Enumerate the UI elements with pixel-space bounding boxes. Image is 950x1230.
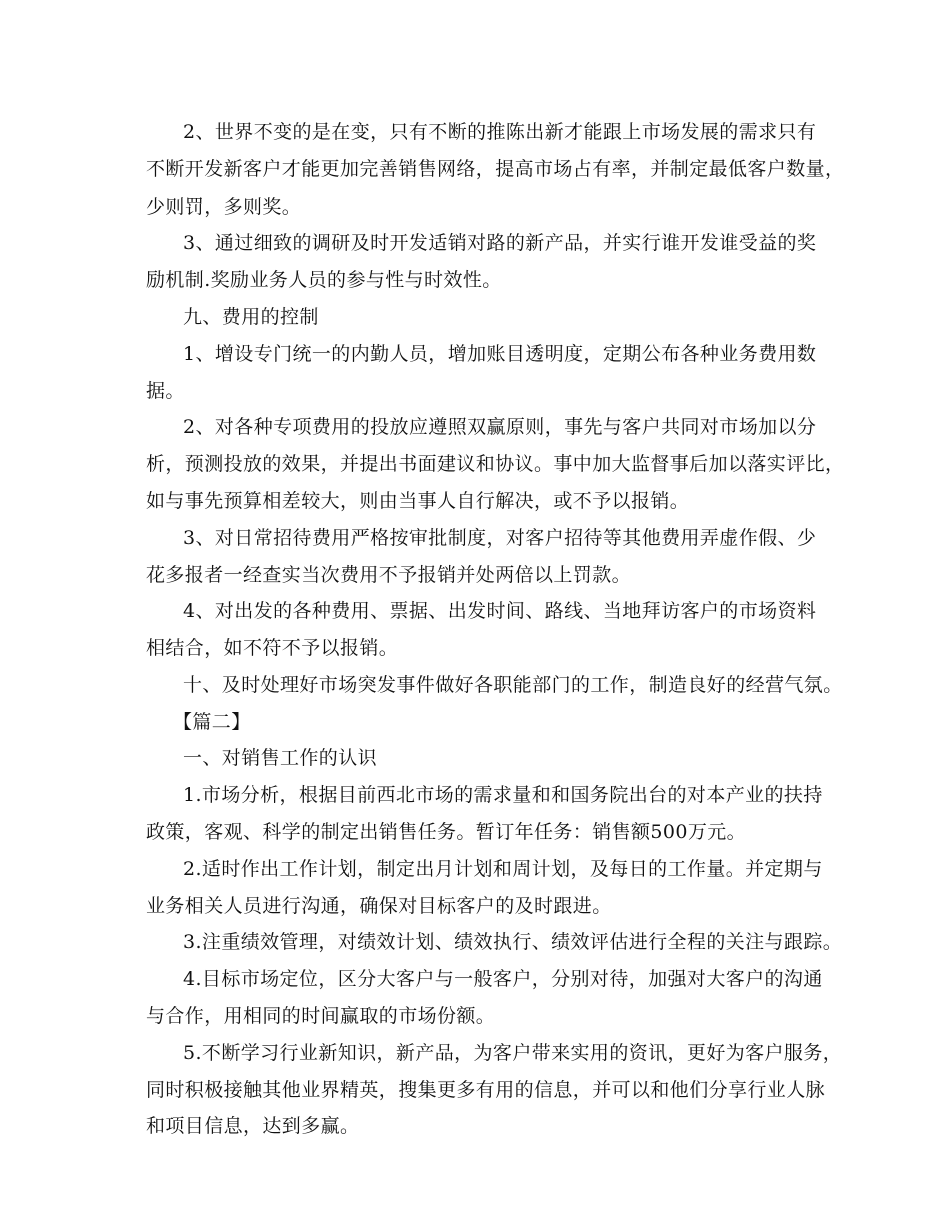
part-heading: 【篇二】	[173, 711, 251, 733]
paragraph-line: 励机制.奖励业务人员的参与性与时效性。	[146, 269, 502, 291]
section-heading: 九、费用的控制	[183, 306, 319, 328]
paragraph-line: 政策，客观、科学的制定出销售任务。暂订年任务：销售额500万元。	[146, 821, 747, 843]
section-heading: 十、及时处理好市场突发事件做好各职能部门的工作，制造良好的经营气氛。	[183, 674, 843, 696]
paragraph-line: 析，预测投放的效果，并提出书面建议和协议。事中加大监督事后加以落实评比，	[146, 453, 845, 475]
section-heading: 一、对销售工作的认识	[183, 747, 378, 769]
paragraph-line: 4.目标市场定位，区分大客户与一般客户，分别对待，加强对大客户的沟通	[183, 968, 823, 990]
paragraph-line: 2、世界不变的是在变，只有不断的推陈出新才能跟上市场发展的需求只有	[183, 121, 817, 143]
paragraph-line: 花多报者一经查实当次费用不予报销并处两倍以上罚款。	[146, 564, 632, 586]
paragraph-line: 3、通过细致的调研及时开发适销对路的新产品，并实行谁开发谁受益的奖	[183, 232, 817, 254]
paragraph-line: 据。	[146, 380, 185, 402]
paragraph-line: 3、对日常招待费用严格按审批制度，对客户招待等其他费用弄虚作假、少	[183, 527, 817, 549]
paragraph-line: 如与事先预算相差较大，则由当事人自行解决，或不予以报销。	[146, 490, 690, 512]
paragraph-line: 同时积极接触其他业界精英，搜集更多有用的信息，并可以和他们分享行业人脉	[146, 1079, 826, 1101]
paragraph-line: 和项目信息，达到多赢。	[146, 1115, 360, 1137]
paragraph-line: 2、对各种专项费用的投放应遵照双赢原则，事先与客户共同对市场加以分	[183, 416, 817, 438]
paragraph-line: 1、增设专门统一的内勤人员，增加账目透明度，定期公布各种业务费用数	[183, 343, 817, 365]
paragraph-line: 5.不断学习行业新知识，新产品，为客户带来实用的资讯，更好为客户服务，	[183, 1042, 843, 1064]
paragraph-line: 业务相关人员进行沟通，确保对目标客户的及时跟进。	[146, 895, 612, 917]
paragraph-line: 与合作，用相同的时间赢取的市场份额。	[146, 1005, 496, 1027]
paragraph-line: 相结合，如不符不予以报销。	[146, 637, 399, 659]
paragraph-line: 3.注重绩效管理，对绩效计划、绩效执行、绩效评估进行全程的关注与跟踪。	[183, 931, 843, 953]
paragraph-line: 1.市场分析，根据目前西北市场的需求量和和国务院出台的对本产业的扶持	[183, 784, 823, 806]
paragraph-line: 2.适时作出工作计划，制定出月计划和周计划，及每日的工作量。并定期与	[183, 858, 823, 880]
paragraph-line: 不断开发新客户才能更加完善销售网络，提高市场占有率，并制定最低客户数量，	[146, 158, 845, 180]
paragraph-line: 少则罚，多则奖。	[146, 196, 302, 218]
paragraph-line: 4、对出发的各种费用、票据、出发时间、路线、当地拜访客户的市场资料	[183, 600, 817, 622]
